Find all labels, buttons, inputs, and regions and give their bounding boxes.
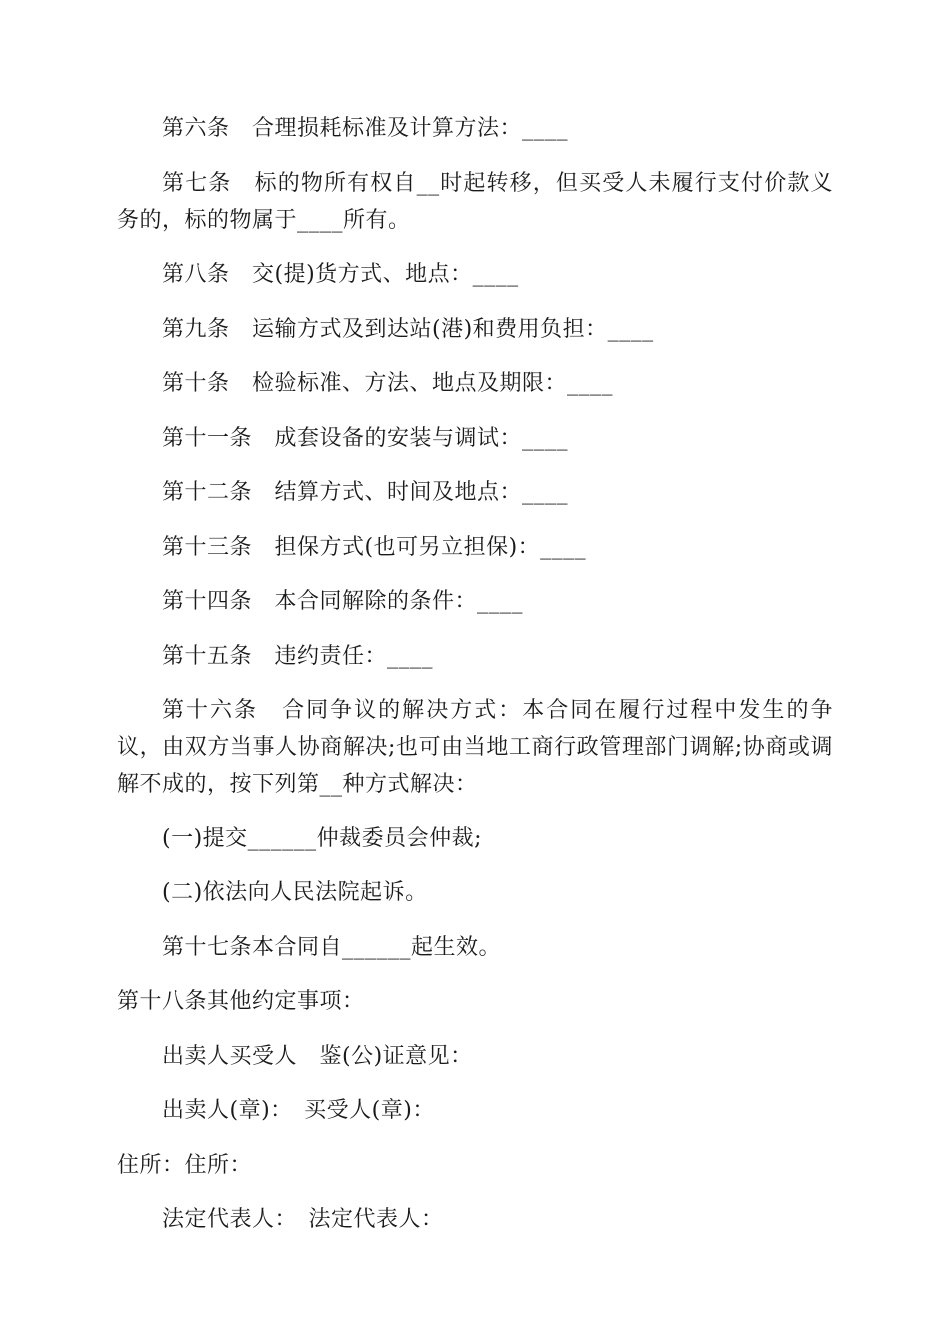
dispute-option-1: (一)提交______仲裁委员会仲裁; xyxy=(162,826,483,851)
signature-seal-line: 出卖人(章)： 买受人(章)： xyxy=(162,1098,435,1123)
article-10: 第十条 检验标准、方法、地点及期限：____ xyxy=(162,371,614,396)
article-17: 第十七条本合同自______起生效。 xyxy=(162,935,502,960)
dispute-option-2: (二)依法向人民法院起诉。 xyxy=(162,880,428,905)
signature-representative-line: 法定代表人： 法定代表人： xyxy=(162,1207,444,1232)
signature-parties-line: 出卖人买受人 鉴(公)证意见： xyxy=(162,1044,473,1069)
article-6: 第六条 合理损耗标准及计算方法：____ xyxy=(162,116,569,141)
article-18: 第十八条其他约定事项： xyxy=(117,989,365,1014)
article-11: 第十一条 成套设备的安装与调试：____ xyxy=(162,426,569,451)
article-16: 第十六条 合同争议的解决方式：本合同在履行过程中发生的争议，由双方当事人协商解决;也可由当地工商行政管理部门调解;协商或调解不成的，按下列第__种方式解决： xyxy=(117,698,833,797)
article-13: 第十三条 担保方式(也可另立担保)：____ xyxy=(162,535,587,560)
article-8: 第八条 交(提)货方式、地点：____ xyxy=(162,262,519,287)
article-9: 第九条 运输方式及到达站(港)和费用负担：____ xyxy=(162,317,654,342)
article-12: 第十二条 结算方式、时间及地点：____ xyxy=(162,480,569,505)
signature-address-line: 住所：住所： xyxy=(117,1153,253,1178)
article-7: 第七条 标的物所有权自__时起转移，但买受人未履行支付价款义务的，标的物属于____所有。 xyxy=(117,171,833,233)
article-14: 第十四条 本合同解除的条件：____ xyxy=(162,589,524,614)
article-15: 第十五条 违约责任：____ xyxy=(162,644,434,669)
